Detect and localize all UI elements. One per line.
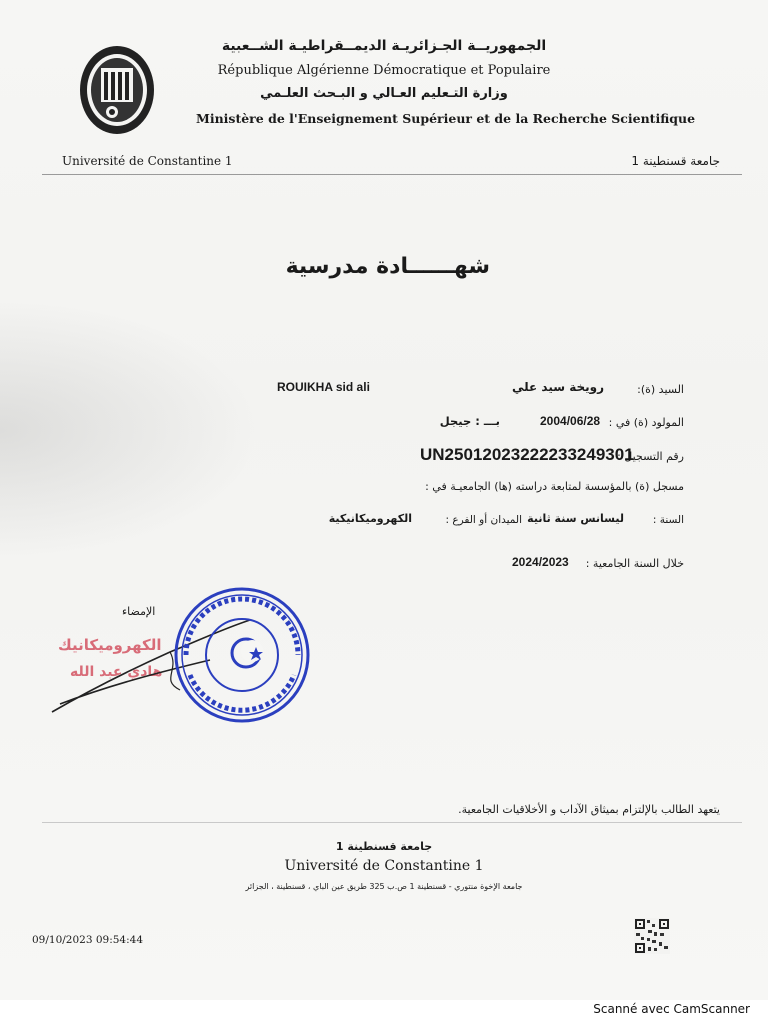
field-value: الكهروميكانيكية [328,512,412,525]
header-university-fr: Université de Constantine 1 [62,154,233,168]
signature-label: الإمضاء [122,605,156,618]
footer-university-fr: Université de Constantine 1 [284,858,484,874]
document-title: شهــــــادة مدرسية [285,254,490,279]
field-label: الميدان أو الفرع : [445,514,522,526]
stamp-text-line2: هادي عبد الله [70,664,163,680]
print-datetime: 09/10/2023 09:54:44 [32,934,144,946]
qr-code-icon [634,918,670,954]
scan-shadow [0,300,260,560]
year-value: ليسانس سنة ثانية [527,512,624,525]
academic-year-label: خلال السنة الجامعية : [585,557,684,570]
header-university-ar: جامعة قسنطينة 1 [631,154,720,168]
registration-number: UN25012023222233249301 [420,445,634,464]
enrolled-statement: مسجل (ة) بالمؤسسة لمتابعة دراسته (ها) الجامعيـة في : [425,480,684,493]
header-ar-ministry: وزارة التـعليم العـالي و البـحث العلـمي [260,86,508,101]
official-round-stamp [172,585,312,725]
header-fr-ministry: Ministère de l'Enseignement Supérieur et de la Recherche Scientifique [196,111,696,126]
pledge-text: يتعهد الطالب بالإلتزام بميثاق الآداب و الأخلاقيات الجامعية. [458,803,720,816]
header-ar-republic: الجمهوريــة الجـزائريـة الديمــقراطيـة الشــعبية [221,38,547,54]
academic-year-value: 2024/2023 [512,555,569,569]
header-divider [42,174,742,175]
camscanner-watermark: Scanné avec CamScanner [593,1002,750,1016]
birth-label: المولود (ة) في : [608,416,684,429]
header-fr-republic: République Algérienne Démocratique et Populaire [217,63,551,78]
birth-place: بـــ : جيجل [439,414,500,428]
year-label: السنة : [652,514,684,526]
stamp-text-line1: الكهروميكانيك [58,636,162,654]
name-label: السيد (ة): [637,383,684,396]
footer-university-ar: جامعة قسنطينة 1 [335,840,433,853]
footer-address: جامعة الإخوة منتوري - قسنطينة 1 ص.ب 325 طريق عين الباي ، قسنطينة ، الجزائر [245,882,523,891]
registration-label: رقم التسجيل : [617,450,684,463]
birth-date: 2004/06/28 [540,414,601,428]
name-ar: رويخة سيد علي [511,380,604,394]
footer-divider [42,822,742,823]
name-fr: ROUIKHA sid ali [277,380,370,394]
